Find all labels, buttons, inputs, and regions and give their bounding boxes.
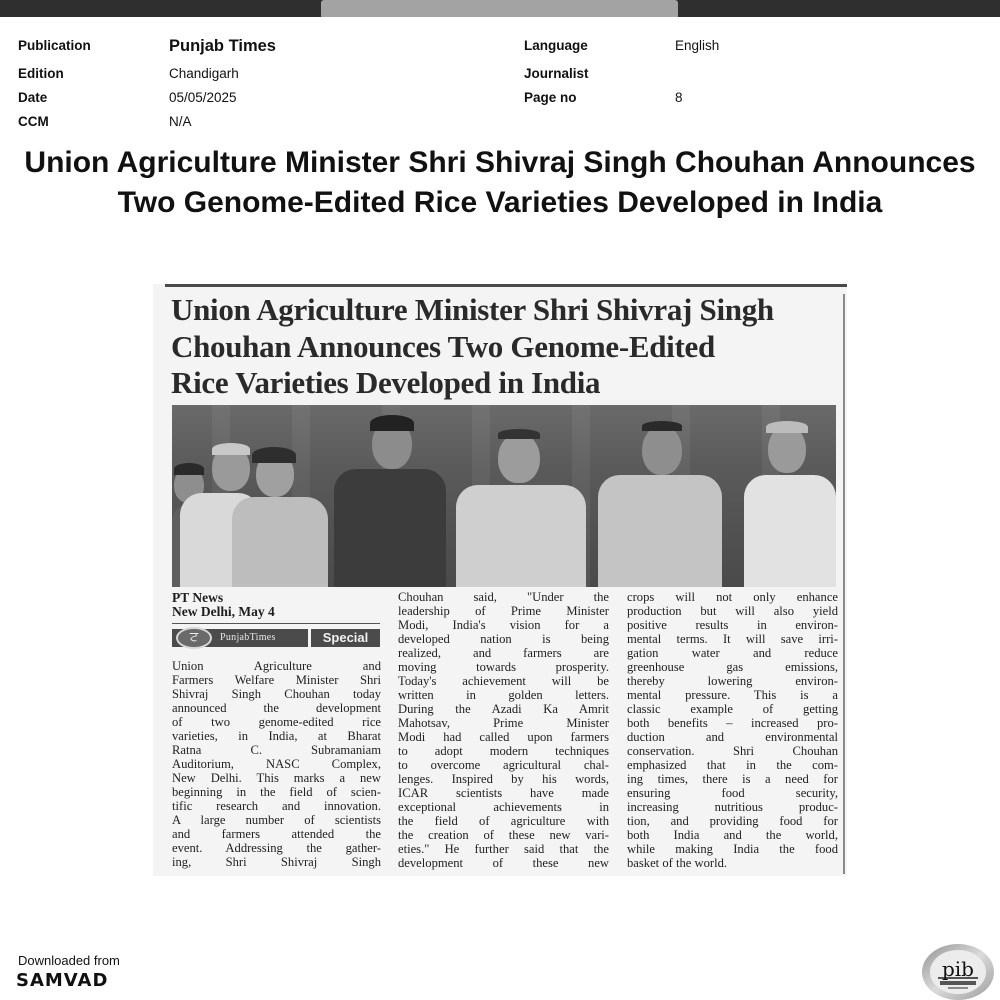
article-line: tion, and providing food for: [627, 814, 838, 828]
byline-source: PT News: [172, 590, 224, 605]
article-line: A large number of scientists: [172, 813, 381, 827]
special-banner: [172, 629, 380, 647]
edition-value: Chandigarh: [169, 66, 239, 81]
article-column-1: [172, 659, 381, 869]
punjab-times-logo-text: PunjabTimes: [220, 632, 276, 643]
clipping-right-rule: [843, 294, 845, 874]
pib-logo-icon: [914, 938, 1000, 1000]
article-line: Shivraj Singh Chouhan today: [172, 687, 381, 701]
page-headline: Union Agriculture Minister Shri Shivraj Singh Chouhan Announces Two Genome-Edited Rice Varieties Developed in India: [24, 146, 976, 219]
byline: [172, 591, 275, 619]
article-column-2: [398, 590, 609, 870]
language-label: Language: [524, 38, 588, 53]
article-line: Farmers Welfare Minister Shri: [172, 673, 381, 687]
article-line: moving towards prosperity.: [398, 660, 609, 674]
top-bar: [0, 0, 1000, 17]
svg-text:pib: pib: [941, 957, 975, 981]
samvad-logo: SAMVAD: [16, 970, 109, 991]
article-line: beginning in the field of scien-: [172, 785, 381, 799]
article-line: ing times, there is a need for: [627, 772, 838, 786]
article-line: mental terms. It will save irri-: [627, 632, 838, 646]
date-label: Date: [18, 90, 48, 105]
article-line: development of these new: [398, 856, 609, 870]
article-line: Modi had called upon farmers: [398, 730, 609, 744]
article-line: basket of the world.: [627, 856, 728, 870]
article-line: increasing nutritious produc-: [627, 800, 838, 814]
meta-row-edition: [18, 66, 998, 86]
publication-label: Publication: [18, 38, 91, 53]
article-line: developed nation is being: [398, 632, 609, 646]
meta-row-ccm: [18, 114, 998, 134]
article-line: and farmers attended the: [172, 827, 381, 841]
punjab-times-logo: [172, 629, 308, 647]
article-line: conservation. Shri Chouhan: [627, 744, 838, 758]
article-line: classic example of getting: [627, 702, 838, 716]
article-line: exceptional achievements in: [398, 800, 609, 814]
article-line: crops will not only enhance: [627, 590, 838, 604]
article-line: Mahotsav, Prime Minister: [398, 716, 609, 730]
article-line: ing, Shri Shivraj Singh: [172, 855, 381, 869]
article-line: positive results in environ-: [627, 618, 838, 632]
event-photo: [172, 405, 836, 587]
ccm-value: N/A: [169, 114, 192, 129]
article-line: lenges. Inspired by his words,: [398, 772, 609, 786]
article-line: duction and environmental: [627, 730, 838, 744]
article-line: both India and the world,: [627, 828, 838, 842]
clipping-title: [171, 292, 841, 402]
article-line: ICAR scientists have made: [398, 786, 609, 800]
article-line: tific research and innovation.: [172, 799, 381, 813]
byline-dateline: New Delhi, May 4: [172, 604, 275, 619]
article-line: greenhouse gas emissions,: [627, 660, 838, 674]
article-line: eties." He further said that the: [398, 842, 609, 856]
article-line: mental pressure. This is a: [627, 688, 838, 702]
article-line: Ratna C. Subramaniam: [172, 743, 381, 757]
special-tag: Special: [311, 629, 380, 647]
article-line: the field of agriculture with: [398, 814, 609, 828]
article-line: of two genome-edited rice: [172, 715, 381, 729]
article-line: while making India the food: [627, 842, 838, 856]
article-line: Auditorium, NASC Complex,: [172, 757, 381, 771]
byline-divider: [172, 623, 380, 624]
publication-value: Punjab Times: [169, 37, 276, 55]
downloaded-from-label: Downloaded from: [18, 953, 120, 968]
article-line: the creation of these new vari-: [398, 828, 609, 842]
date-value: 05/05/2025: [169, 90, 237, 105]
article-line: New Delhi. This marks a new: [172, 771, 381, 785]
article-line: leadership of Prime Minister: [398, 604, 609, 618]
article-line: to adopt modern techniques: [398, 744, 609, 758]
article-line: Today's achievement will be: [398, 674, 609, 688]
language-value: English: [675, 38, 720, 53]
article-line: During the Azadi Ka Amrit: [398, 702, 609, 716]
newspaper-clipping: [153, 284, 847, 876]
journalist-label: Journalist: [524, 66, 589, 81]
article-line: written in golden letters.: [398, 688, 609, 702]
ccm-label: CCM: [18, 114, 49, 129]
scroll-thumb[interactable]: [321, 0, 678, 17]
article-line: thereby lowering environ-: [627, 674, 838, 688]
meta-row-date: [18, 90, 998, 110]
article-line: both benefits – increased pro-: [627, 716, 838, 730]
article-line: emphasized that in the com-: [627, 758, 838, 772]
article-line: ensuring food security,: [627, 786, 838, 800]
clipping-top-rule: [165, 284, 847, 287]
clipping-title-line: Rice Varieties Developed in India: [171, 365, 601, 400]
punjab-times-emblem-icon: ਟ: [176, 627, 212, 649]
meta-row-publication: [18, 38, 998, 58]
article-line: announced the development: [172, 701, 381, 715]
article-line: production but will also yield: [627, 604, 838, 618]
edition-label: Edition: [18, 66, 64, 81]
article-line: gation water and reduce: [627, 646, 838, 660]
article-line: Chouhan said, "Under the: [398, 590, 609, 604]
article-line: Modi, India's vision for a: [398, 618, 609, 632]
page-no-label: Page no: [524, 90, 577, 105]
article-line: Union Agriculture and: [172, 659, 381, 673]
article-line: realized, and farmers are: [398, 646, 609, 660]
clipping-title-line: Union Agriculture Minister Shri Shivraj Singh: [171, 292, 774, 327]
article-line: varieties, in India, at Bharat: [172, 729, 381, 743]
clipping-title-line: Chouhan Announces Two Genome-Edited: [171, 328, 715, 364]
article-line: event. Addressing the gather-: [172, 841, 381, 855]
article-line: to overcome agricultural chal-: [398, 758, 609, 772]
page-no-value: 8: [675, 90, 683, 105]
article-column-3: [627, 590, 838, 870]
